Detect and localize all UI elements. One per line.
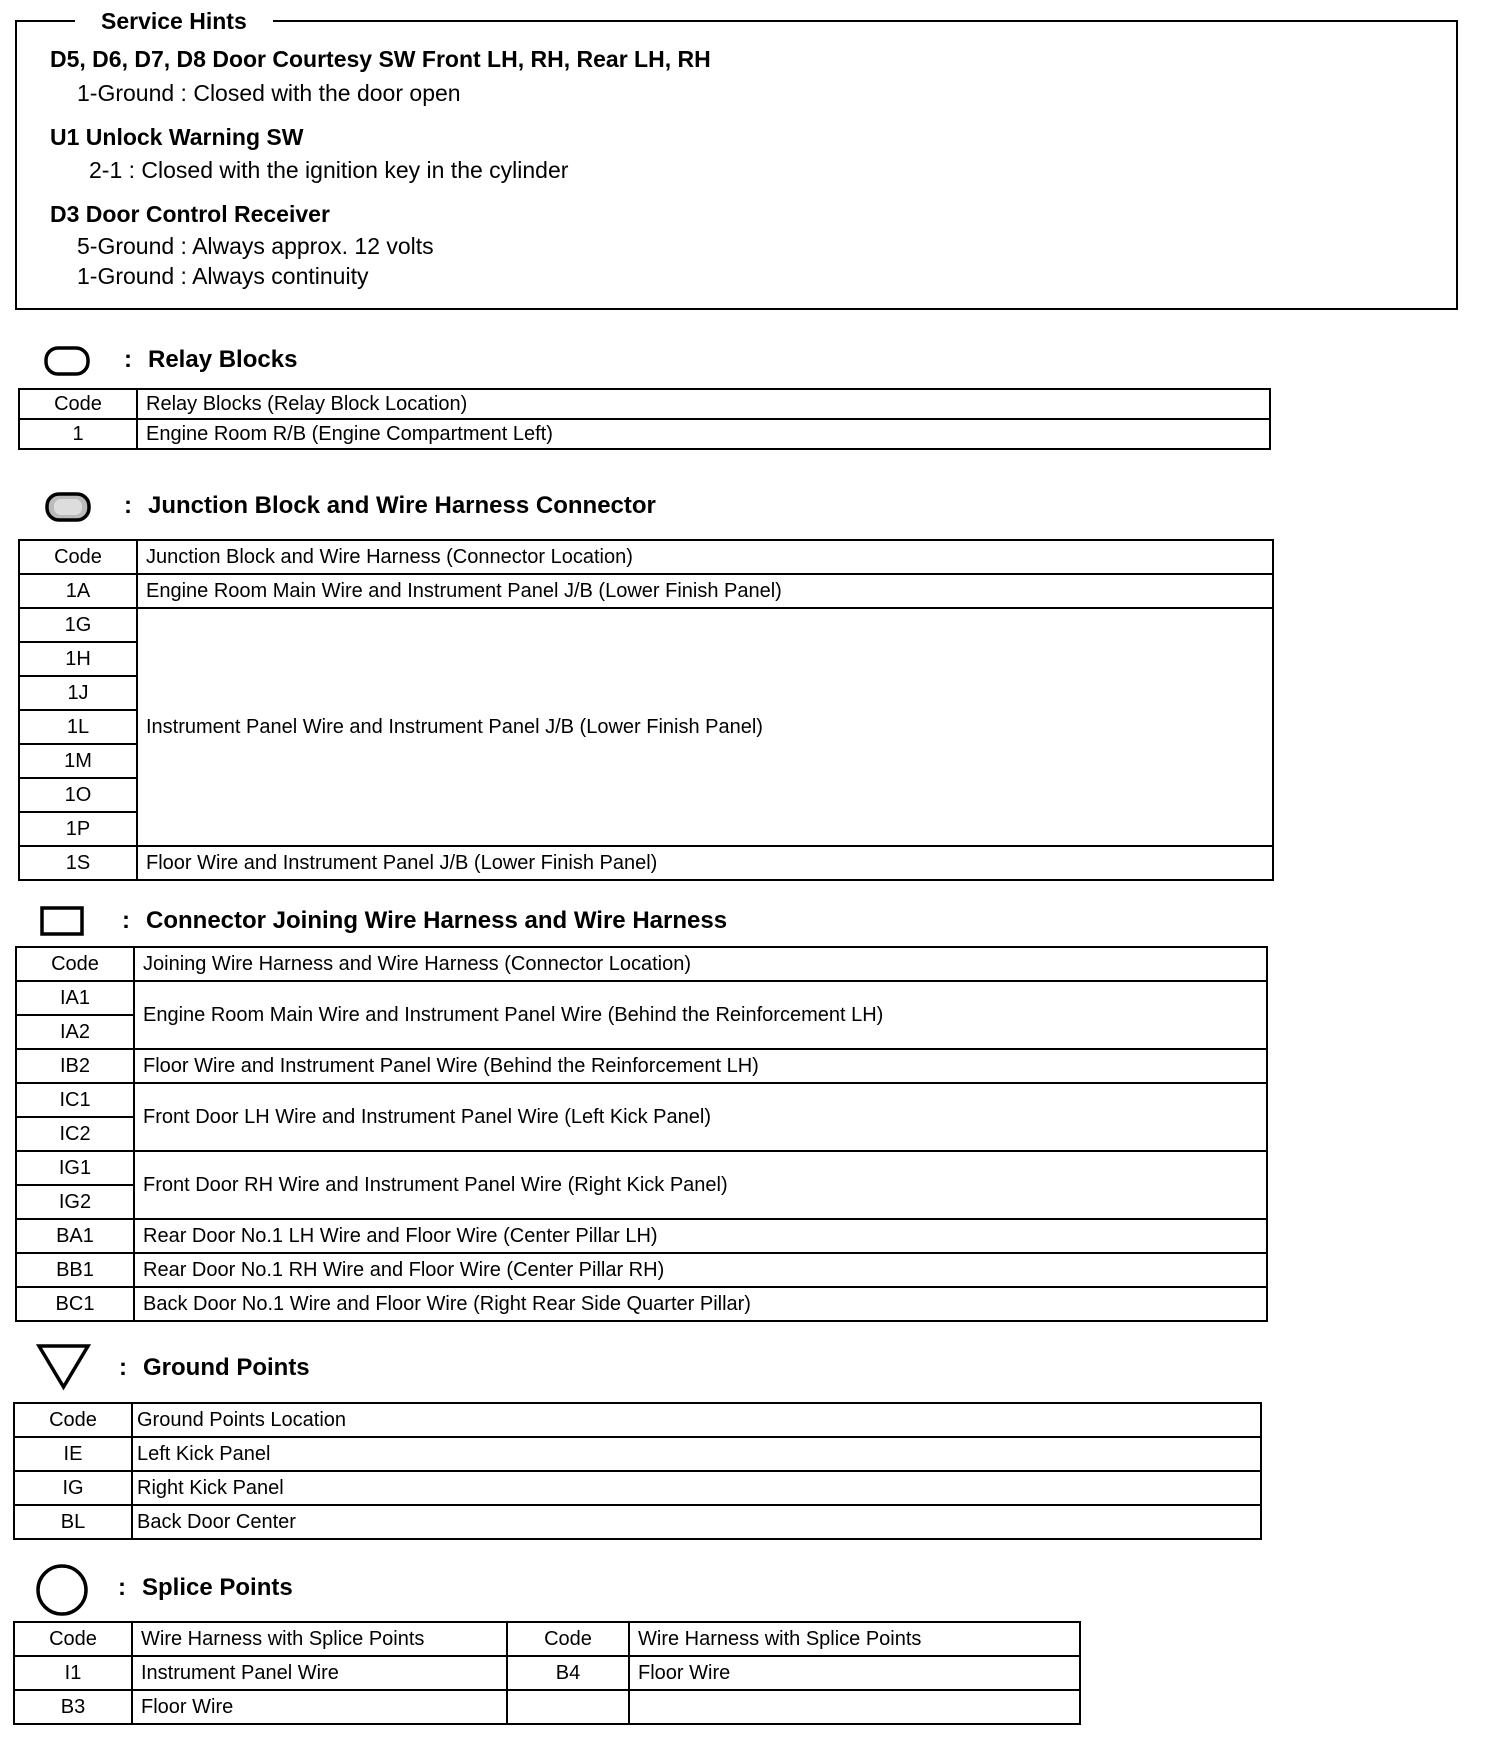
location-cell: Instrument Panel Wire and Instrument Panel J/B (Lower Finish Panel) [137, 608, 1273, 846]
location-cell: Back Door Center [132, 1505, 1261, 1539]
table-header-row [19, 389, 1270, 419]
code-cell: BB1 [16, 1253, 134, 1287]
table-header-row [14, 1403, 1261, 1437]
location-cell: Rear Door No.1 RH Wire and Floor Wire (Center Pillar RH) [134, 1253, 1267, 1287]
harness-cell [629, 1690, 1080, 1724]
header-harness: Wire Harness with Splice Points [629, 1622, 1080, 1656]
table-row [14, 1690, 1080, 1724]
section-colon: : [124, 492, 132, 519]
location-cell: Front Door LH Wire and Instrument Panel Wire (Left Kick Panel) [134, 1083, 1267, 1151]
table-row [14, 1471, 1261, 1505]
table-row [16, 1151, 1267, 1185]
header-harness: Wire Harness with Splice Points [132, 1622, 507, 1656]
table-row [14, 1437, 1261, 1471]
junction-block-table [18, 539, 1274, 881]
section-colon: : [118, 1574, 126, 1601]
header-code: Code [14, 1622, 132, 1656]
header-code: Code [19, 389, 137, 419]
code-cell: IG [14, 1471, 132, 1505]
location-cell: Engine Room Main Wire and Instrument Panel J/B (Lower Finish Panel) [137, 574, 1273, 608]
hint-heading-door-courtesy: D5, D6, D7, D8 Door Courtesy SW Front LH, RH, Rear LH, RH [50, 46, 711, 72]
table-row [16, 1253, 1267, 1287]
service-hints-title: Service Hints [75, 8, 273, 35]
table-header-row [14, 1622, 1080, 1656]
code-cell: IG1 [16, 1151, 134, 1185]
hint-line: 5-Ground : Always approx. 12 volts [77, 233, 434, 259]
table-row [19, 608, 1273, 642]
location-cell: Right Kick Panel [132, 1471, 1261, 1505]
header-location: Joining Wire Harness and Wire Harness (Connector Location) [134, 947, 1267, 981]
code-cell: BC1 [16, 1287, 134, 1321]
table-row [14, 1656, 1080, 1690]
code-cell: 1H [19, 642, 137, 676]
header-location: Ground Points Location [132, 1403, 1261, 1437]
table-row [19, 574, 1273, 608]
code-cell: IC2 [16, 1117, 134, 1151]
triangle-down-icon [36, 1342, 94, 1392]
section-colon: : [124, 346, 132, 373]
table-row [16, 1083, 1267, 1117]
harness-cell: Instrument Panel Wire [132, 1656, 507, 1690]
location-cell: Engine Room R/B (Engine Compartment Left) [137, 419, 1270, 449]
code-cell: 1 [19, 419, 137, 449]
code-cell: IA2 [16, 1015, 134, 1049]
code-cell: IB2 [16, 1049, 134, 1083]
hint-line: 2-1 : Closed with the ignition key in the cylinder [89, 157, 569, 183]
header-location: Junction Block and Wire Harness (Connector Location) [137, 540, 1273, 574]
code-cell: 1O [19, 778, 137, 812]
location-cell: Back Door No.1 Wire and Floor Wire (Right Rear Side Quarter Pillar) [134, 1287, 1267, 1321]
location-cell: Front Door RH Wire and Instrument Panel Wire (Right Kick Panel) [134, 1151, 1267, 1219]
table-row [16, 1219, 1267, 1253]
code-cell: IA1 [16, 981, 134, 1015]
section-title-ground-points: Ground Points [143, 1354, 310, 1381]
section-title-splice-points: Splice Points [142, 1574, 293, 1601]
connector-table [15, 946, 1268, 1322]
table-row [14, 1505, 1261, 1539]
table-row [19, 846, 1273, 880]
section-title-junction-block: Junction Block and Wire Harness Connector [148, 492, 656, 519]
table-row [16, 1287, 1267, 1321]
header-code: Code [19, 540, 137, 574]
hint-heading-unlock-warning: U1 Unlock Warning SW [50, 124, 304, 150]
code-cell: BL [14, 1505, 132, 1539]
location-cell: Engine Room Main Wire and Instrument Panel Wire (Behind the Reinforcement LH) [134, 981, 1267, 1049]
code-cell: 1S [19, 846, 137, 880]
relay-blocks-table [18, 388, 1271, 450]
section-colon: : [122, 907, 130, 934]
location-cell: Floor Wire and Instrument Panel J/B (Lower Finish Panel) [137, 846, 1273, 880]
code-cell: B3 [14, 1690, 132, 1724]
table-header-row [19, 540, 1273, 574]
hint-line: 1-Ground : Always continuity [77, 263, 369, 289]
table-row [16, 1049, 1267, 1083]
code-cell [507, 1690, 629, 1724]
square-icon [40, 906, 86, 936]
table-row [19, 419, 1270, 449]
header-code: Code [14, 1403, 132, 1437]
table-header-row [16, 947, 1267, 981]
circle-icon [34, 1562, 90, 1618]
code-cell: IC1 [16, 1083, 134, 1117]
header-code: Code [16, 947, 134, 981]
hint-heading-door-control-receiver: D3 Door Control Receiver [50, 201, 330, 227]
harness-cell: Floor Wire [629, 1656, 1080, 1690]
header-location: Relay Blocks (Relay Block Location) [137, 389, 1270, 419]
header-code: Code [507, 1622, 629, 1656]
code-cell: IG2 [16, 1185, 134, 1219]
hint-line: 1-Ground : Closed with the door open [77, 80, 461, 106]
code-cell: BA1 [16, 1219, 134, 1253]
table-row [16, 981, 1267, 1015]
code-cell: 1J [19, 676, 137, 710]
code-cell: IE [14, 1437, 132, 1471]
splice-points-table [13, 1621, 1081, 1725]
section-title-relay-blocks: Relay Blocks [148, 346, 298, 373]
code-cell: B4 [507, 1656, 629, 1690]
code-cell: 1L [19, 710, 137, 744]
location-cell: Rear Door No.1 LH Wire and Floor Wire (Center Pillar LH) [134, 1219, 1267, 1253]
section-colon: : [119, 1354, 127, 1381]
code-cell: 1G [19, 608, 137, 642]
ground-points-table [13, 1402, 1262, 1540]
harness-cell: Floor Wire [132, 1690, 507, 1724]
section-title-connectors: Connector Joining Wire Harness and Wire Harness [146, 907, 728, 934]
code-cell: 1P [19, 812, 137, 846]
shaded-rounded-rect-icon [44, 490, 92, 524]
code-cell: 1M [19, 744, 137, 778]
code-cell: I1 [14, 1656, 132, 1690]
rounded-rect-icon [44, 345, 92, 377]
location-cell: Floor Wire and Instrument Panel Wire (Behind the Reinforcement LH) [134, 1049, 1267, 1083]
location-cell: Left Kick Panel [132, 1437, 1261, 1471]
code-cell: 1A [19, 574, 137, 608]
